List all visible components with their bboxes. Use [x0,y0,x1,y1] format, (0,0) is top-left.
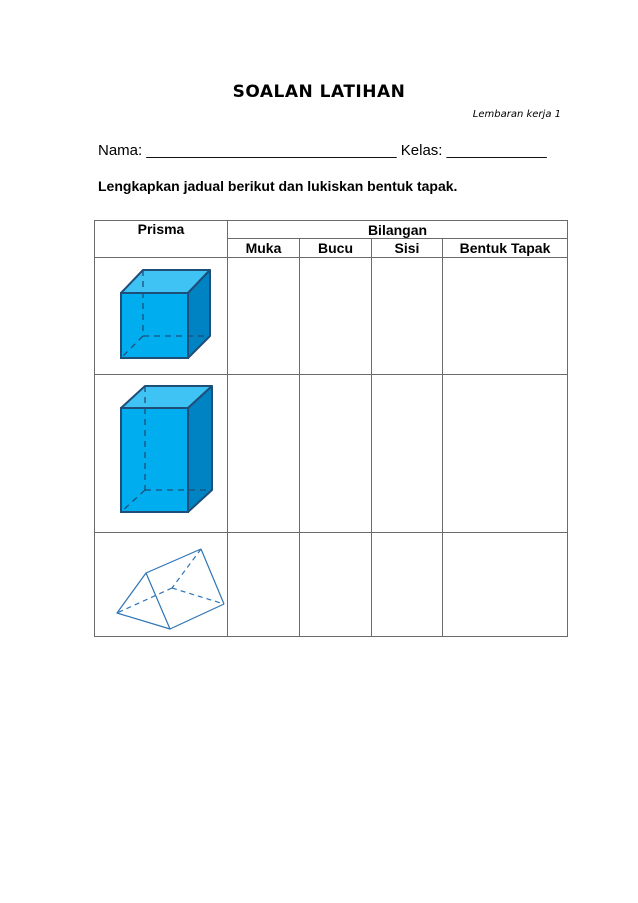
cell-sisi[interactable] [372,258,443,375]
table-row [95,533,568,637]
cell-bentuk-tapak[interactable] [443,375,568,533]
cell-muka[interactable] [228,533,300,637]
cell-muka[interactable] [228,258,300,375]
cell-bucu[interactable] [300,258,372,375]
exercise-table [94,220,568,637]
header-base-shape: Bentuk Tapak [443,239,568,258]
triangular-prism-icon [95,533,228,636]
cell-bucu[interactable] [300,533,372,637]
shape-cell [95,533,228,637]
header-count-group: Bilangan [228,221,568,239]
header-prism: Prisma [95,221,228,258]
cell-bentuk-tapak[interactable] [443,258,568,375]
instruction-text: Lengkapkan jadual berikut dan lukiskan bentuk tapak. [98,178,458,194]
cell-bucu[interactable] [300,375,372,533]
name-class-line[interactable]: Nama: ______________________________ Kelas: ____________ [98,142,547,159]
cube-prism-icon [95,258,228,374]
cell-bentuk-tapak[interactable] [443,533,568,637]
header-vertices: Bucu [300,239,372,258]
shape-cell [95,258,228,375]
shape-cell [95,375,228,533]
cell-muka[interactable] [228,375,300,533]
cell-sisi[interactable] [372,375,443,533]
table-row [95,258,568,375]
header-faces: Muka [228,239,300,258]
worksheet-title: SOALAN LATIHAN [232,82,406,102]
cuboid-prism-icon [95,375,228,532]
header-edges: Sisi [372,239,443,258]
cell-sisi[interactable] [372,533,443,637]
table-row [95,375,568,533]
worksheet-number: Lembaran kerja 1 [472,109,561,120]
